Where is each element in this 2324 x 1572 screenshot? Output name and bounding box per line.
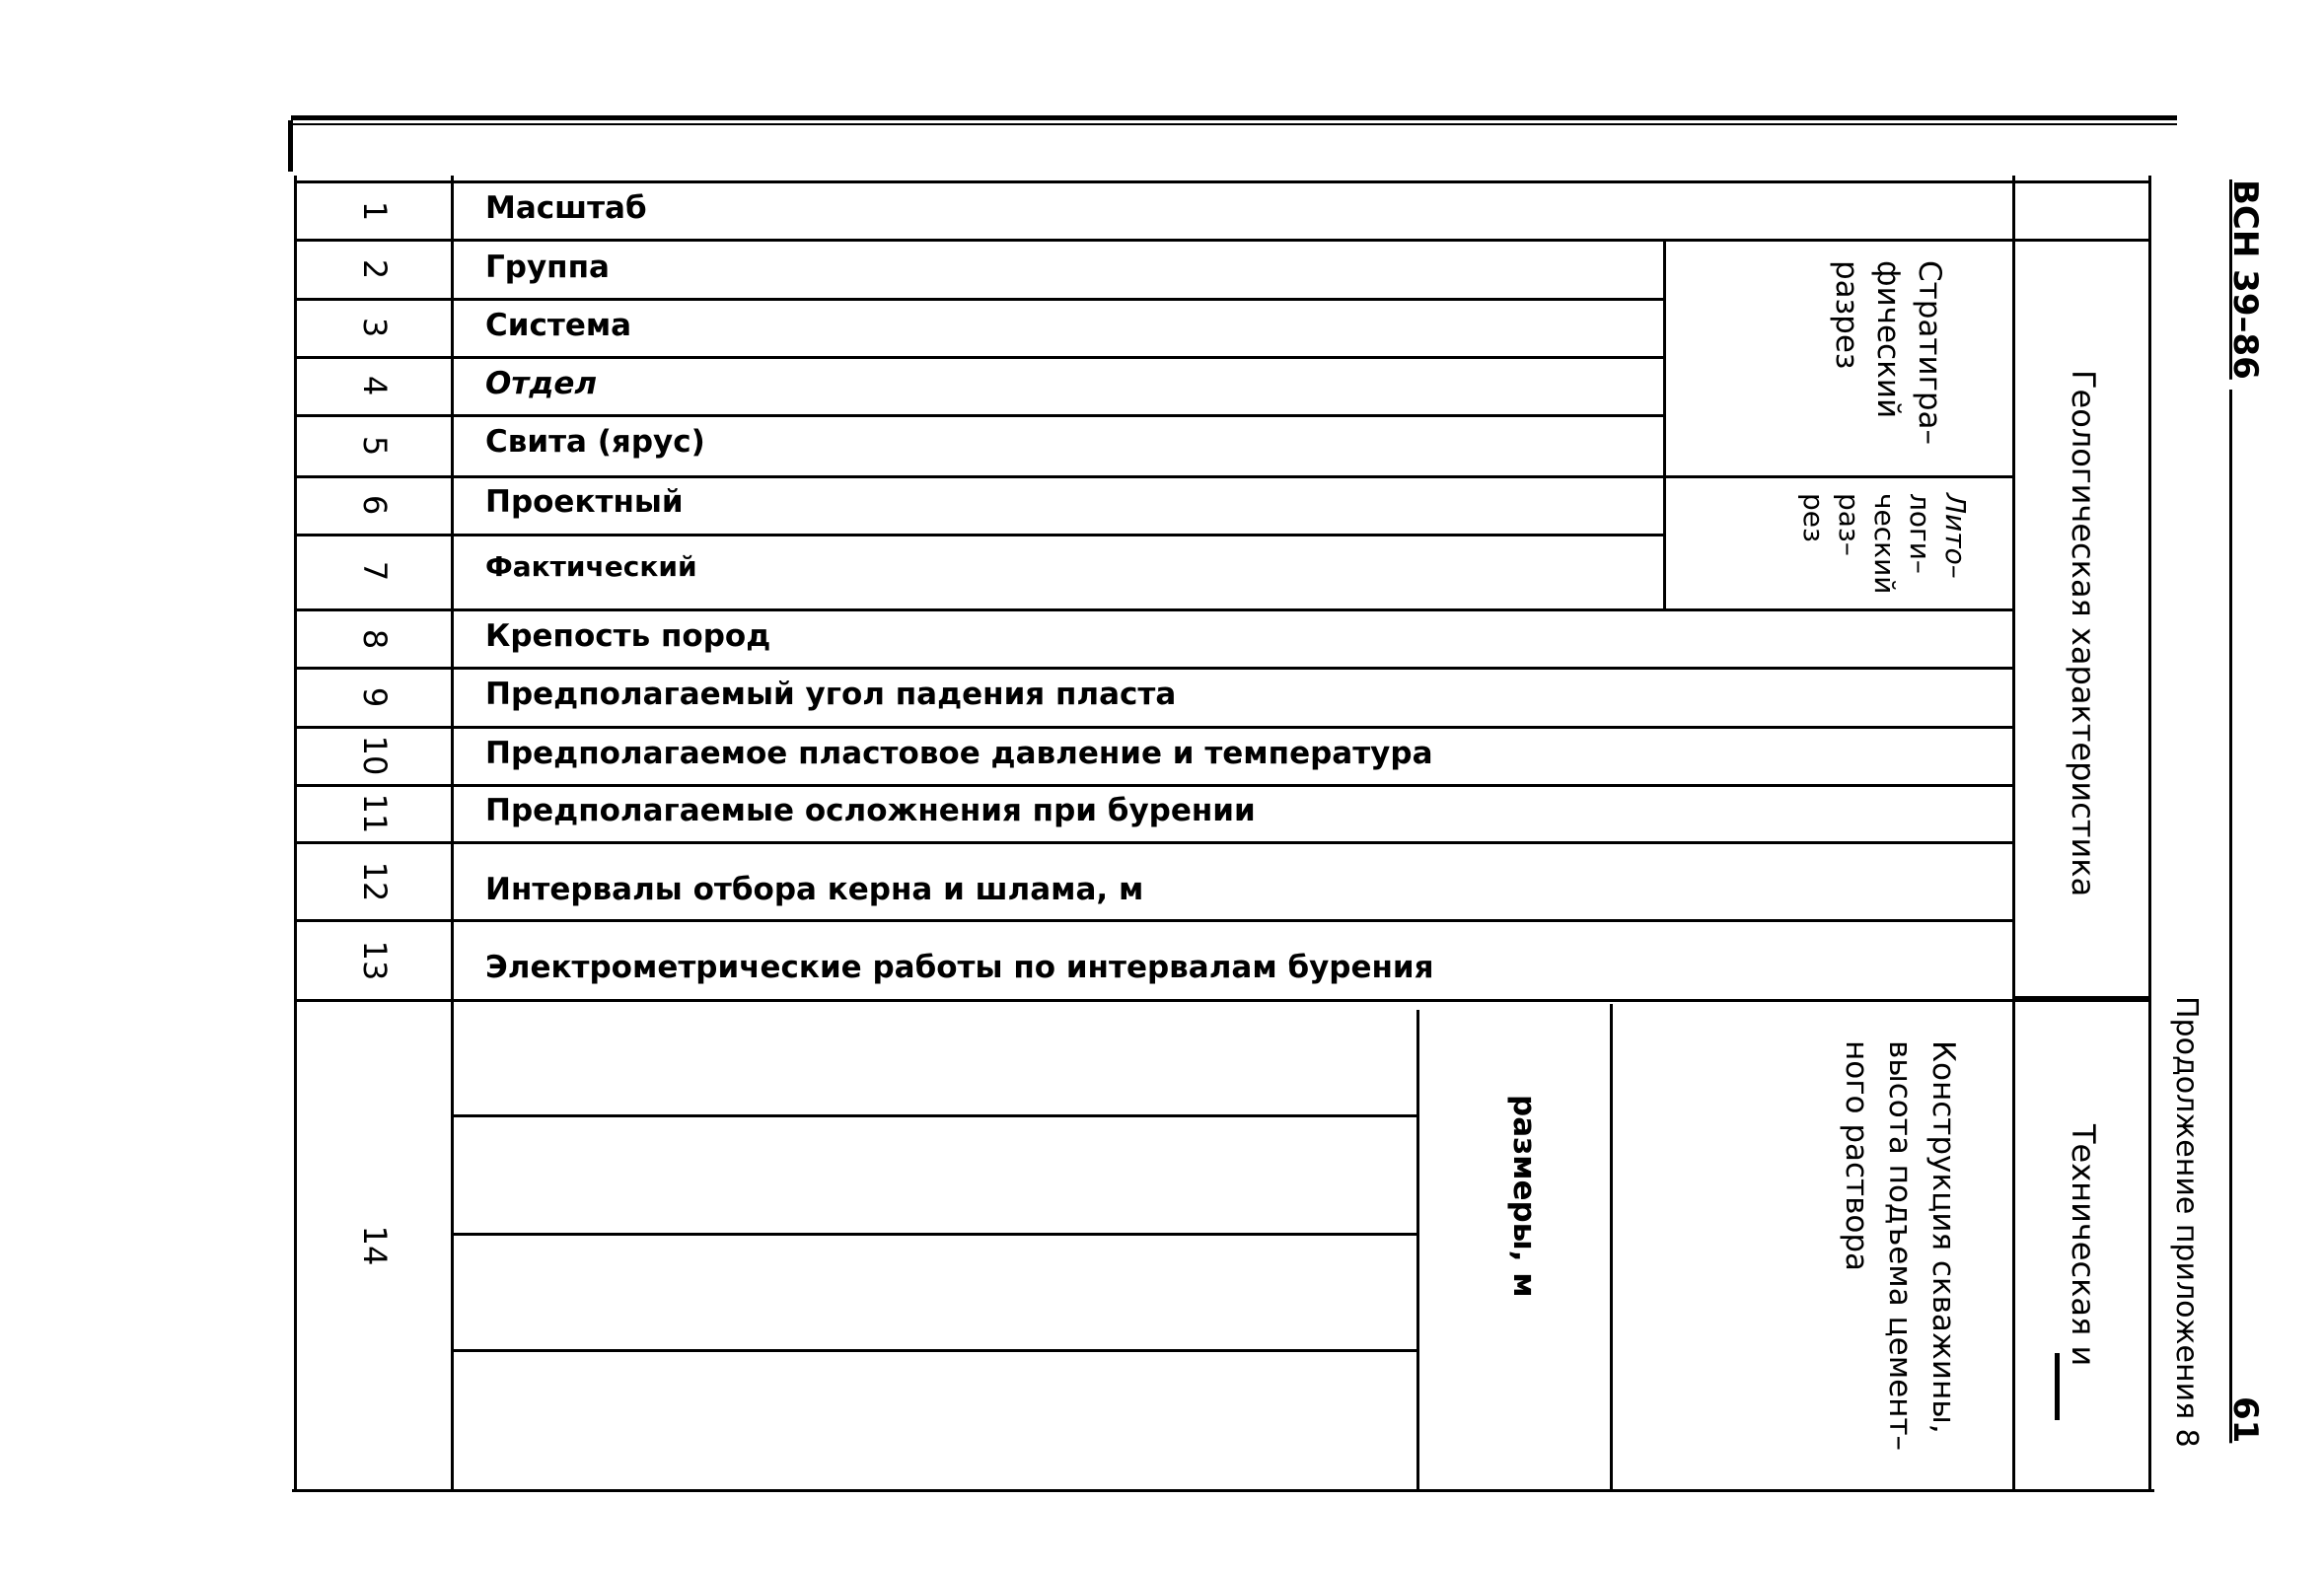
row-label-4: Отдел xyxy=(485,366,598,401)
row-number-2: 2 xyxy=(356,258,394,280)
row-number-13: 13 xyxy=(356,940,394,981)
row-line-1-top xyxy=(294,180,2151,183)
row-number-9: 9 xyxy=(356,686,394,708)
corner-mark xyxy=(288,120,293,172)
construction-line-1: Конструкция скважины, xyxy=(1925,1040,1961,1434)
row-line-14-top xyxy=(294,999,2151,1002)
construction-line-2: высота подъема цемент– xyxy=(1882,1040,1918,1452)
strat-label-line-3: разрез xyxy=(1829,260,1864,370)
row-line-11-top xyxy=(294,784,2013,787)
row-label-12: Интервалы отбора керна и шлама, м xyxy=(485,872,1144,907)
row-label-11: Предполагаемые осложнения при бурении xyxy=(485,793,1256,828)
sizes-right-divider xyxy=(1610,1004,1613,1492)
strat-label-line-1: Стратигра– xyxy=(1912,260,1947,446)
geological-label: Геологическая характеристика xyxy=(2065,370,2102,897)
row-line-3-top xyxy=(294,298,1663,301)
row-number-14: 14 xyxy=(356,1225,394,1266)
litho-label-line-1: Лито– xyxy=(1939,493,1972,579)
row-line-4-top xyxy=(294,356,1663,359)
row-number-4: 4 xyxy=(356,375,394,396)
continuation-label: Продолжение приложения 8 xyxy=(2169,996,2204,1448)
row-label-10: Предполагаемое пластовое давление и температура xyxy=(485,736,1433,771)
sizes-left-divider xyxy=(1416,1010,1419,1492)
row-label-7: Фактический xyxy=(485,550,697,583)
row-line-8-top xyxy=(294,608,2013,611)
row-number-6: 6 xyxy=(356,494,394,516)
top-border xyxy=(291,115,2177,120)
frame-bottom xyxy=(292,1489,2154,1492)
litho-label-line-5: рез xyxy=(1797,493,1830,542)
row-number-11: 11 xyxy=(356,793,394,834)
row-label-5: Свита (ярус) xyxy=(485,424,705,460)
frame-right xyxy=(2148,176,2151,1492)
row-line-7-top xyxy=(294,534,1663,536)
doc-code: ВСН 39–86 xyxy=(2225,179,2265,380)
technical-mark xyxy=(2055,1353,2060,1420)
litho-label-line-4: раз– xyxy=(1833,493,1865,556)
row-line-6-top xyxy=(294,475,2013,478)
frame-left xyxy=(294,176,297,1492)
litho-label-line-3: ческий xyxy=(1868,493,1901,595)
num-column-divider xyxy=(451,176,454,1492)
row14-subline-2 xyxy=(451,1233,1417,1236)
litho-label-line-2: логи– xyxy=(1904,493,1936,574)
row-number-3: 3 xyxy=(356,317,394,338)
row-line-9-top xyxy=(294,667,2013,670)
technical-label: Техническая и xyxy=(2065,1124,2102,1367)
row-number-8: 8 xyxy=(356,628,394,650)
row14-subline-3 xyxy=(451,1349,1417,1352)
margin-rule xyxy=(2229,390,2232,1437)
row14-subline-1 xyxy=(451,1114,1417,1117)
row-label-6: Проектный xyxy=(485,484,684,520)
row-label-1: Масштаб xyxy=(485,190,647,226)
geo-section-bottom xyxy=(2012,996,2151,999)
sizes-label: размеры, м xyxy=(1506,1095,1542,1298)
row-label-13: Электрометрические работы по интервалам бурения xyxy=(485,950,1434,985)
row-label-9: Предполагаемый угол падения пласта xyxy=(485,677,1177,712)
strat-divider xyxy=(1663,239,1666,609)
row-number-12: 12 xyxy=(356,861,394,902)
row-line-13-top xyxy=(294,919,2013,922)
row-number-1: 1 xyxy=(356,200,394,222)
page-number: 61 xyxy=(2225,1396,2265,1444)
row-line-5-top xyxy=(294,414,1663,417)
row-line-10-top xyxy=(294,726,2013,729)
group-column-divider xyxy=(2012,176,2015,1492)
row-number-5: 5 xyxy=(356,435,394,457)
top-border-inner xyxy=(291,123,2177,125)
construction-line-3: ного раствора xyxy=(1839,1040,1874,1272)
row-number-10: 10 xyxy=(356,735,394,776)
strat-label-line-2: фический xyxy=(1870,260,1906,419)
row-label-8: Крепость пород xyxy=(485,618,771,654)
row-number-7: 7 xyxy=(356,560,394,582)
row-line-2-top xyxy=(294,239,2151,242)
row-label-3: Система xyxy=(485,308,632,343)
row-label-2: Группа xyxy=(485,250,610,285)
row-line-12-top xyxy=(294,841,2013,844)
